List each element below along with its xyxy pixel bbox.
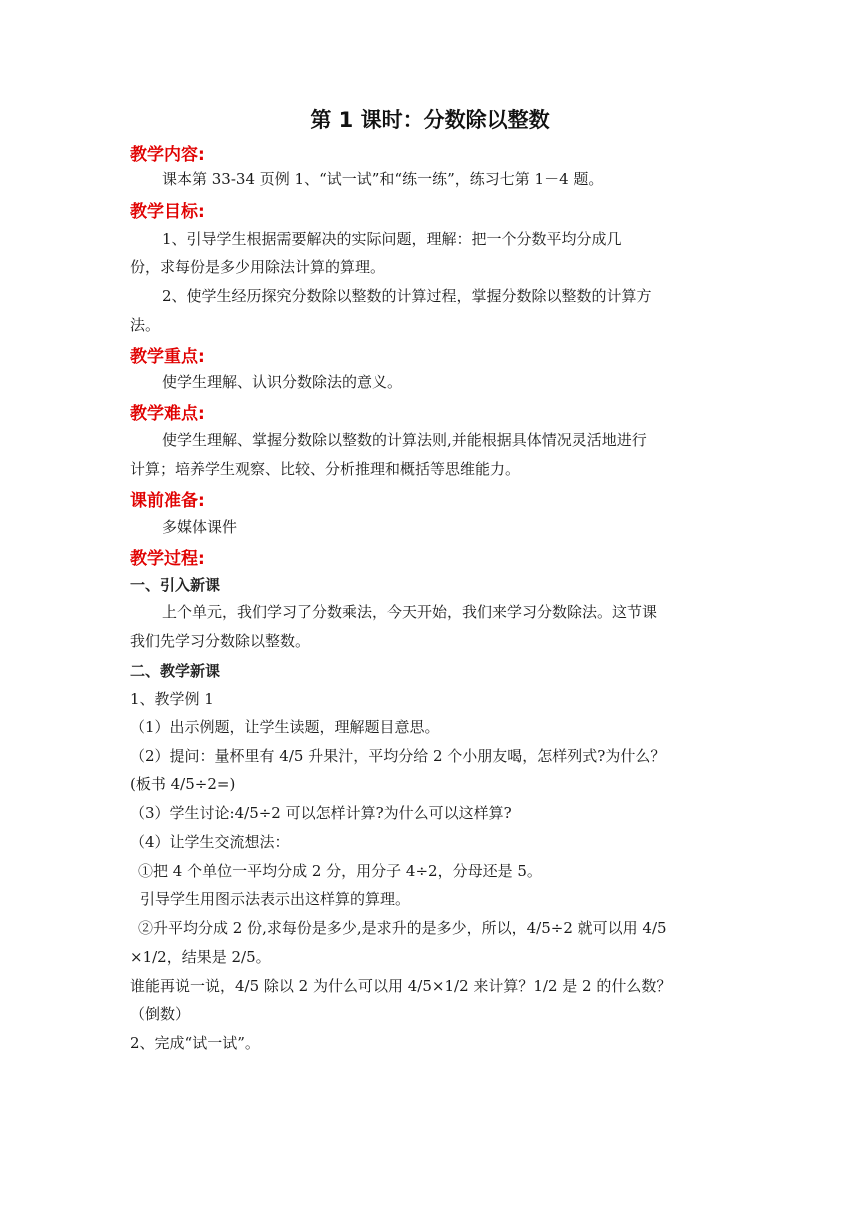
section-heading-objectives: 教学目标: (130, 202, 205, 222)
section-heading-content: 教学内容: (130, 145, 205, 165)
part-2-heading: 二、教学新课 (130, 662, 221, 680)
idea-1: ①把 4 个单位一平均分成 2 分，用分子 4÷2，分母还是 5。 (138, 862, 542, 880)
section-heading-process: 教学过程: (130, 549, 205, 569)
content-text: 课本第 33-34 页例 1、“试一试”和“练一练”，练习七第 1－4 题。 (162, 170, 604, 188)
part-1-heading: 一、引入新课 (130, 576, 221, 594)
page-title: 第 1 课时：分数除以整数 (310, 108, 550, 132)
difficulties-line-1: 使学生理解、掌握分数除以整数的计算法则,并能根据具体情况灵活地进行 (162, 431, 647, 449)
objective-1-line-2: 份，求每份是多少用除法计算的算理。 (130, 258, 386, 276)
idea-2-line-1: ②升平均分成 2 份,求每份是多少,是求升的是多少，所以，4/5÷2 就可以用 4/5 (138, 919, 667, 937)
part-1-line-1: 上个单元，我们学习了分数乘法，今天开始，我们来学习分数除法。这节课 (162, 603, 658, 621)
step-4: （4）让学生交流想法： (130, 833, 290, 851)
preparation-text: 多媒体课件 (162, 518, 238, 536)
step-2-line-2: (板书 4/5÷2=) (130, 775, 236, 793)
step-3: （3）学生讨论:4/5÷2 可以怎样计算?为什么可以这样算? (130, 804, 512, 822)
example-2-heading: 2、完成“试一试”。 (130, 1034, 260, 1052)
objective-2-line-1: 2、使学生经历探究分数除以整数的计算过程，掌握分数除以整数的计算方 (162, 287, 652, 305)
section-heading-key-points: 教学重点: (130, 347, 205, 367)
objective-2-line-2: 法。 (130, 316, 161, 334)
objective-1-line-1: 1、引导学生根据需要解决的实际问题，理解：把一个分数平均分成几 (162, 230, 622, 248)
step-1: （1）出示例题，让学生读题，理解题目意思。 (130, 718, 440, 736)
part-1-line-2: 我们先学习分数除以整数。 (130, 632, 311, 650)
example-1-heading: 1、教学例 1 (130, 690, 214, 708)
difficulties-line-2: 计算；培养学生观察、比较、分析推理和概括等思维能力。 (130, 460, 521, 478)
section-heading-difficulties: 教学难点: (130, 404, 205, 424)
question-line-1: 谁能再说一说，4/5 除以 2 为什么可以用 4/5×1/2 来计算？1/2 是 2 的什么数？ (130, 977, 672, 995)
section-heading-preparation: 课前准备: (130, 491, 205, 511)
step-2-line-1: （2）提问：量杯里有 4/5 升果汁，平均分给 2 个小朋友喝，怎样列式?为什么？ (130, 747, 666, 765)
question-line-2: （倒数） (130, 1005, 191, 1023)
idea-2-line-2: ×1/2，结果是 2/5。 (130, 948, 271, 966)
guide-text: 引导学生用图示法表示出这样算的算理。 (140, 890, 411, 908)
key-points-text: 使学生理解、认识分数除法的意义。 (162, 373, 403, 391)
